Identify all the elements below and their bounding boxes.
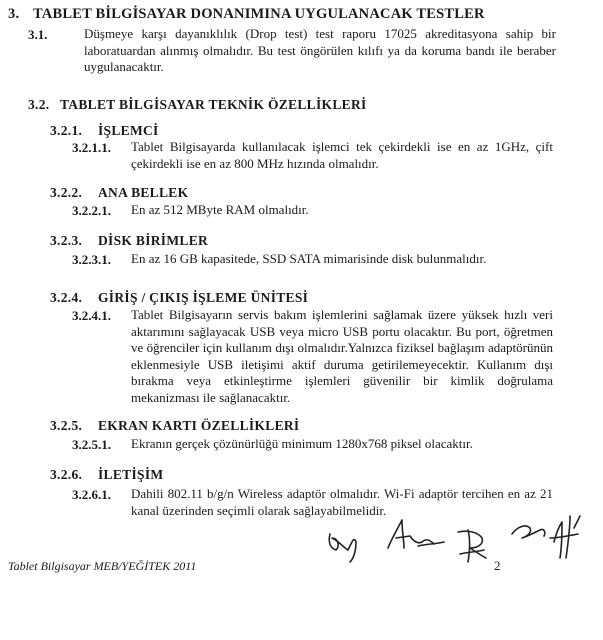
item-3-2-1-1-text: Tablet Bilgisayarda kullanılacak işlemci tek çekirdekli ise en az 1GHz, çift çekirdekli ise en az 800 MHz hızında olmalıdır. [131, 139, 553, 171]
item-3-2-3-1-number: 3.2.3.1. [72, 252, 111, 267]
item-3-1-text: Düşmeye karşı dayanıklılık (Drop test) test raporu 17025 akreditasyona sahip bir laboratuardan alınmış olmalıdır. Bu test öngörülen kılıfı ya da koruma bandı ile beraber uygulanacaktır. [84, 26, 556, 74]
item-3-2-6-1-number: 3.2.6.1. [72, 487, 111, 502]
section-3-2-1-title: İŞLEMCİ [98, 123, 159, 138]
item-3-2-4-1-text: Tablet Bilgisayarın servis bakım işlemlerini sağlamak üzere yüksek hızlı veri aktarımını sağlayacak USB veya micro USB portu olacaktır. Bu port, öğretmen ve öğrenciler için kullanım dışı olmalıdır.Yalnızca fiziksel bağlaşım adaptörünün eklenmesiyle USB iletişimi aktif duruma getirilemeyecektir. Kullanım dışı bırakma veya etkinleştirme işlemleri güvenilir bir kimlik doğrulama mekanizması ile sağlanacaktır. [131, 307, 553, 405]
section-3-2-3-number: 3.2.3. [50, 233, 83, 248]
section-3-2-4-title: GİRİŞ / ÇIKIŞ İŞLEME ÜNİTESİ [98, 290, 309, 305]
handwritten-signatures [318, 508, 588, 578]
section-3-2-5-number: 3.2.5. [50, 418, 83, 433]
section-3-2-4-number: 3.2.4. [50, 290, 83, 305]
item-3-2-2-1-number: 3.2.2.1. [72, 203, 111, 218]
item-3-2-2-1-text: En az 512 MByte RAM olmalıdır. [131, 202, 309, 217]
page-number: 2 [494, 558, 501, 573]
section-3-2-6-number: 3.2.6. [50, 467, 83, 482]
section-3-2-title: TABLET BİLGİSAYAR TEKNİK ÖZELLİKLERİ [60, 97, 367, 112]
item-3-2-6-1-text: Dahili 802.11 b/g/n Wireless adaptör olmalıdır. Wi-Fi adaptör tercihen en az 21 kanal üzerinden seçimli olarak sağlayabilmelidir. [131, 486, 553, 518]
item-3-2-3-1-text: En az 16 GB kapasitede, SSD SATA mimarisinde disk bulunmalıdır. [131, 251, 487, 266]
section-3-2-3-title: DİSK BİRİMLER [98, 233, 209, 248]
section-3-2-2-number: 3.2.2. [50, 185, 83, 200]
item-3-1-number: 3.1. [28, 27, 48, 42]
item-3-2-5-1-text: Ekranın gerçek çözünürlüğü minimum 1280x768 piksel olacaktır. [131, 436, 473, 451]
section-3-title: TABLET BİLGİSAYAR DONANIMINA UYGULANACAK TESTLER [33, 6, 485, 22]
section-3-2-2-title: ANA BELLEK [98, 185, 189, 200]
section-3-2-1-number: 3.2.1. [50, 123, 83, 138]
item-3-2-4-1-number: 3.2.4.1. [72, 308, 111, 323]
section-3-2-number: 3.2. [28, 97, 50, 112]
item-3-2-5-1-number: 3.2.5.1. [72, 437, 111, 452]
item-3-2-1-1-number: 3.2.1.1. [72, 140, 111, 155]
section-3-number: 3. [8, 6, 20, 22]
footer-text: Tablet Bilgisayar MEB/YEĞİTEK 2011 [8, 559, 197, 573]
section-3-2-6-title: İLETİŞİM [98, 467, 164, 482]
section-3-2-5-title: EKRAN KARTI ÖZELLİKLERİ [98, 418, 300, 433]
